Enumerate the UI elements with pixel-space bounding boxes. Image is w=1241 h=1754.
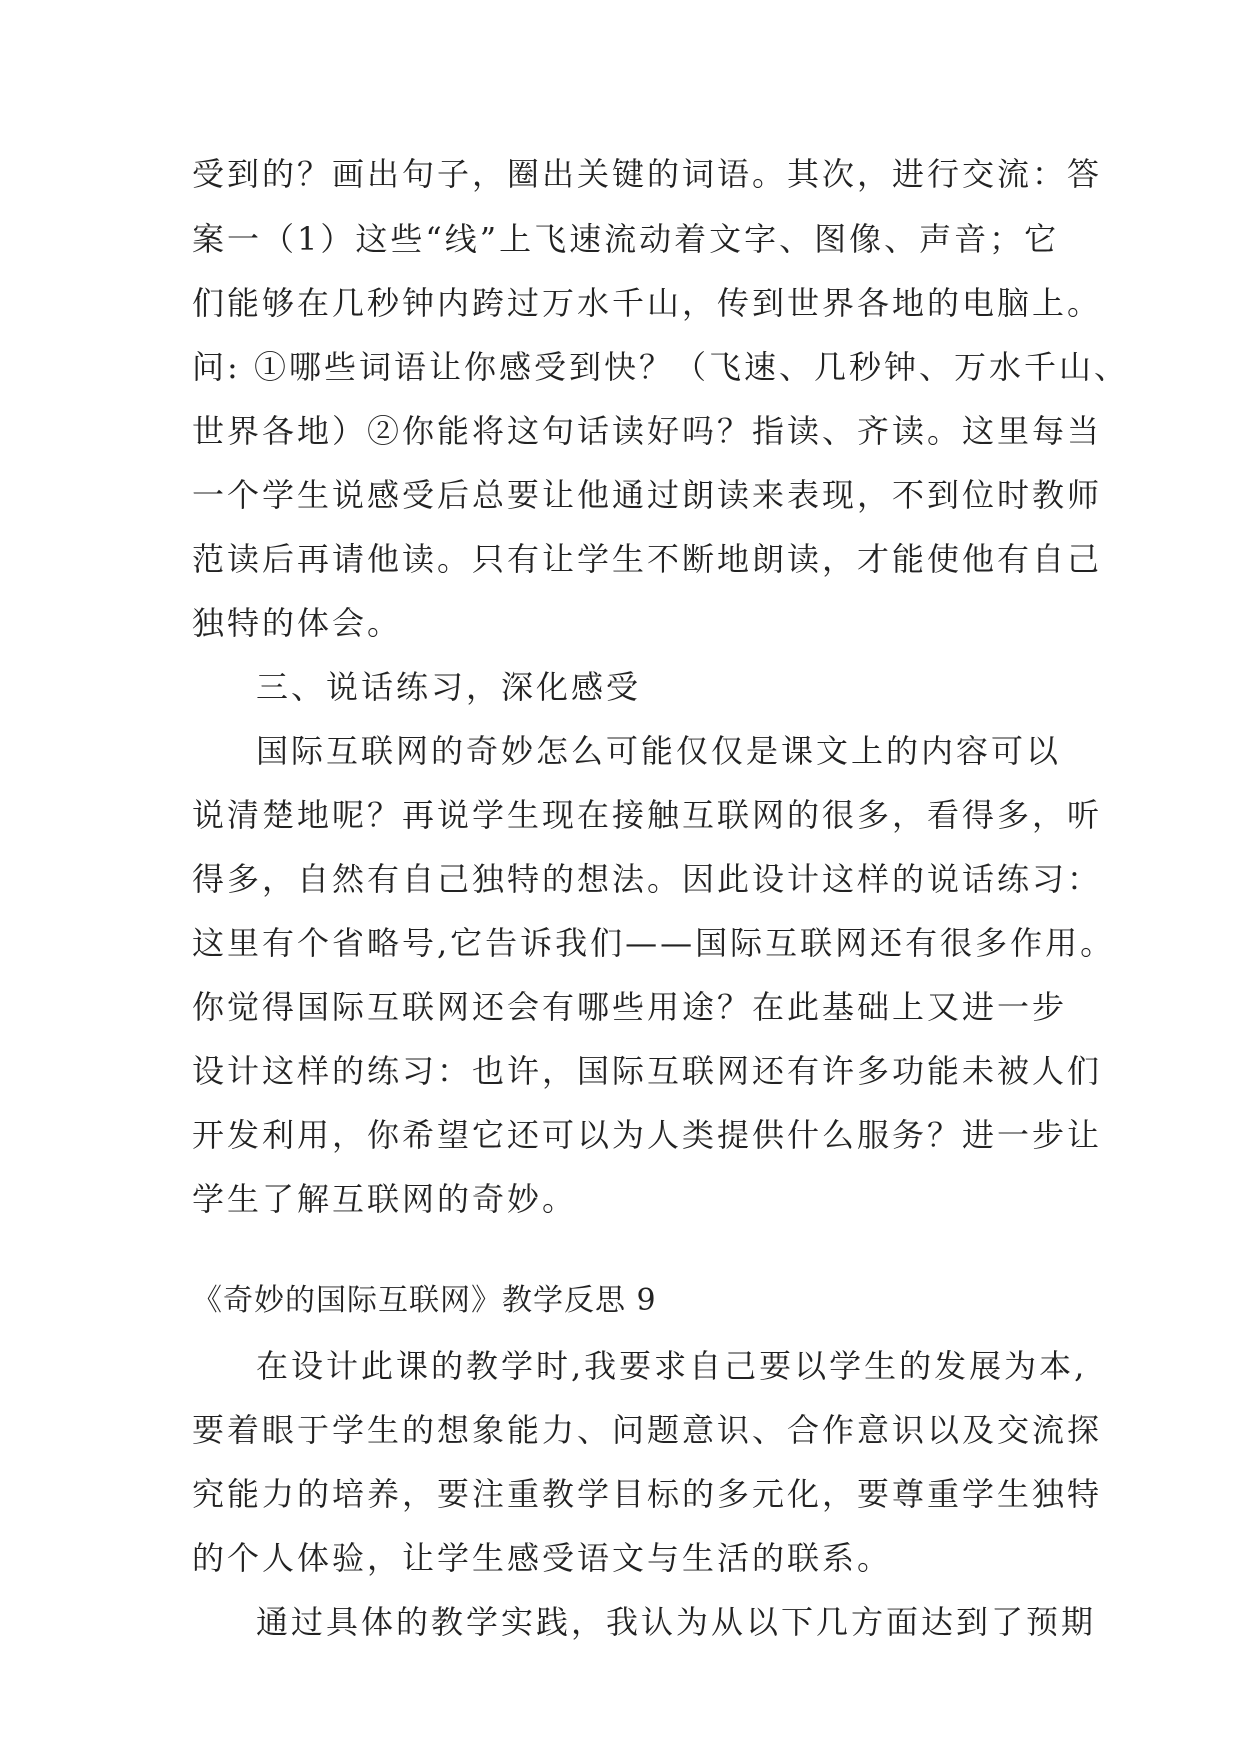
text-line: 究能力的培养，要注重教学目标的多元化，要尊重学生独特 [192, 1475, 1103, 1513]
text-line: 问: ①哪些词语让你感受到快？（飞速、几秒钟、万水千山、 [192, 348, 1129, 386]
text-line: 学生了解互联网的奇妙。 [192, 1180, 578, 1218]
text-line: 通过具体的教学实践，我认为从以下几方面达到了预期 [256, 1603, 1097, 1641]
text-line: 案一（1）这些“线”上飞速流动着文字、图像、声音；它 [192, 220, 1060, 258]
text-line: 独特的体会。 [192, 604, 403, 642]
text-line: 得多，自然有自己独特的想法。因此设计这样的说话练习： [192, 860, 1103, 898]
text-line: 们能够在几秒钟内跨过万水千山，传到世界各地的电脑上。 [192, 284, 1103, 322]
text-line: 一个学生说感受后总要让他通过朗读来表现，不到位时教师 [192, 476, 1103, 514]
text-line: 世界各地）②你能将这句话读好吗？指读、齐读。这里每当 [192, 412, 1103, 450]
article-title: 《奇妙的国际互联网》教学反思 9 [192, 1283, 657, 1318]
text-line: 在设计此课的教学时,我要求自己要以学生的发展为本, [256, 1347, 1088, 1385]
text-line: 说清楚地呢？再说学生现在接触互联网的很多，看得多，听 [192, 796, 1103, 834]
text-line: 国际互联网的奇妙怎么可能仅仅是课文上的内容可以 [256, 732, 1062, 770]
text-line: 的个人体验，让学生感受语文与生活的联系。 [192, 1539, 893, 1577]
text-line: 范读后再请他读。只有让学生不断地朗读，才能使他有自己 [192, 540, 1103, 578]
text-line: 设计这样的练习：也许，国际互联网还有许多功能未被人们 [192, 1052, 1103, 1090]
text-line: 你觉得国际互联网还会有哪些用途？在此基础上又进一步 [192, 988, 1068, 1026]
text-line: 要着眼于学生的想象能力、问题意识、合作意识以及交流探 [192, 1411, 1103, 1449]
text-line: 受到的？画出句子，圈出关键的词语。其次，进行交流：答 [192, 155, 1103, 193]
text-line: 开发利用，你希望它还可以为人类提供什么服务？进一步让 [192, 1116, 1103, 1154]
section-heading: 三、说话练习，深化感受 [256, 668, 642, 706]
text-line: 这里有个省略号,它告诉我们——国际互联网还有很多作用。 [192, 924, 1116, 962]
